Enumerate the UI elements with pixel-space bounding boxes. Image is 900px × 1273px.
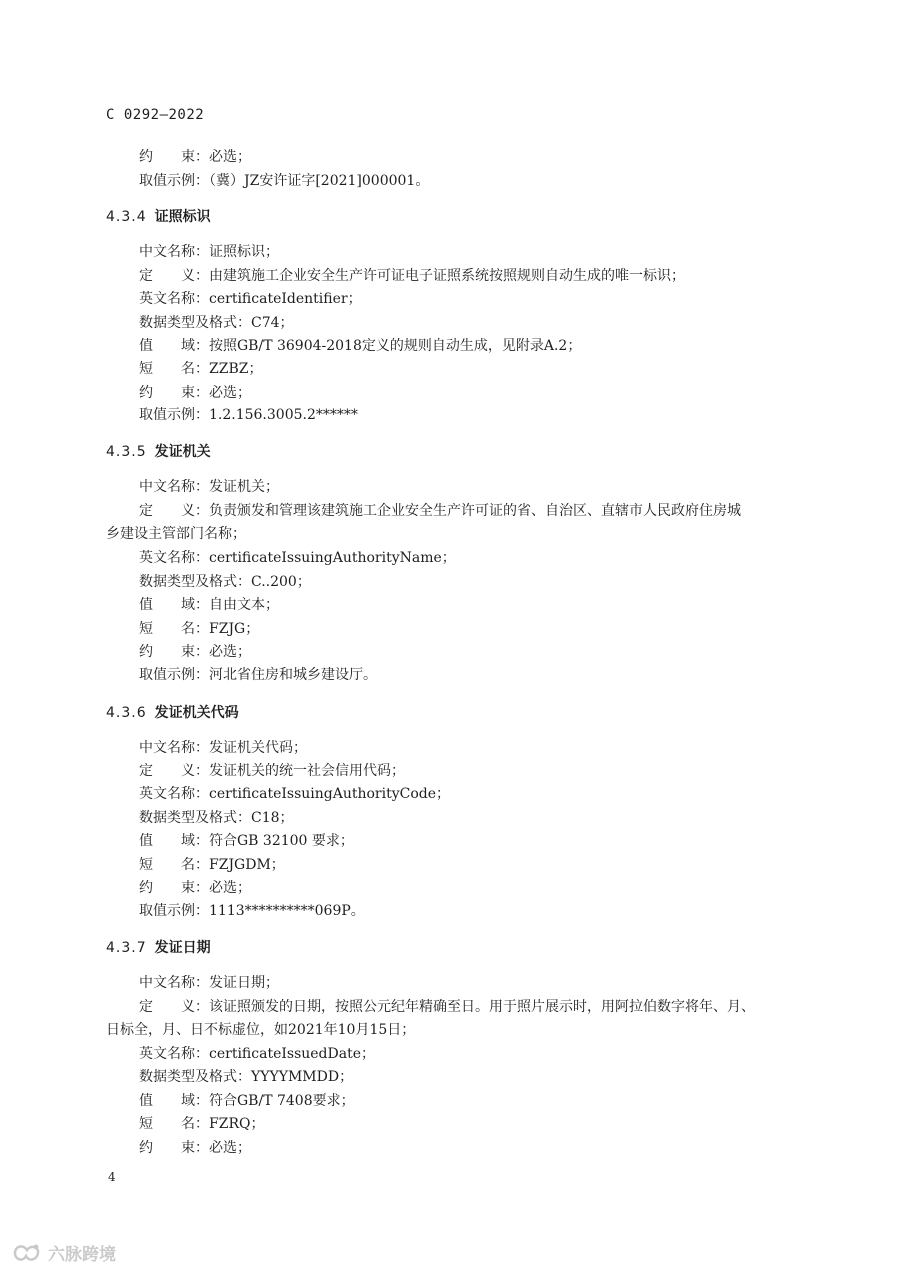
- body-line: 约 束：必选；: [139, 880, 251, 896]
- body-line: 值 域：符合GB 32100 要求；: [139, 833, 354, 849]
- body-line: 取值示例：河北省住房和城乡建设厅。: [139, 667, 377, 683]
- body-line: 数据类型及格式：YYYYMMDD；: [139, 1069, 354, 1085]
- section-heading: [106, 702, 239, 722]
- section-title: 发证日期: [154, 940, 211, 956]
- body-line: 英文名称：certificateIdentifier；: [139, 291, 362, 307]
- standard-code: C 0292—2022: [106, 107, 205, 123]
- body-line: 约 束：必选；: [139, 644, 251, 660]
- section-title: 证照标识: [154, 209, 211, 225]
- body-line: 短 名：FZRQ；: [139, 1116, 265, 1132]
- body-line: 定 义：发证机关的统一社会信用代码；: [139, 763, 405, 779]
- body-line: 定 义：该证照颁发的日期，按照公元纪年精确至日。用于照片展示时，用阿拉伯数字将年、月、: [139, 999, 755, 1015]
- body-line: 取值示例：1113**********069P。: [139, 903, 365, 919]
- section-number: 4.3.4: [106, 209, 147, 225]
- body-line: 取值示例：（冀）JZ安许证字[2021]000001。: [139, 173, 430, 189]
- body-line: 值 域：符合GB/T 7408要求；: [139, 1093, 355, 1109]
- body-line: 定 义：负责颁发和管理该建筑施工企业安全生产许可证的省、自治区、直辖市人民政府住房城: [139, 503, 741, 519]
- section-title: 发证机关代码: [154, 705, 239, 721]
- body-line: 短 名：FZJGDM；: [139, 857, 285, 873]
- section-heading: [106, 206, 211, 226]
- body-line: 约 束：必选；: [139, 1140, 251, 1156]
- watermark: [12, 1240, 116, 1265]
- body-line: 短 名：ZZBZ；: [139, 361, 263, 377]
- body-line: 约 束：必选；: [139, 385, 251, 401]
- body-line: 中文名称：发证机关代码；: [139, 740, 307, 756]
- section-number: 4.3.7: [106, 940, 147, 956]
- body-line: 英文名称：certificateIssuedDate；: [139, 1046, 376, 1062]
- body-line: 定 义：由建筑施工企业安全生产许可证电子证照系统按照规则自动生成的唯一标识；: [139, 268, 685, 284]
- body-line: 数据类型及格式：C74；: [139, 315, 294, 331]
- body-line: 英文名称：certificateIssuingAuthorityCode；: [139, 786, 451, 802]
- body-line: 数据类型及格式：C..200；: [139, 574, 311, 590]
- brand-logo-icon: [12, 1241, 42, 1265]
- section-heading: [106, 441, 211, 461]
- body-line: 英文名称：certificateIssuingAuthorityName；: [139, 550, 456, 566]
- body-line: 中文名称：证照标识；: [139, 244, 279, 260]
- page-number: 4: [108, 1170, 116, 1184]
- body-line: 取值示例：1.2.156.3005.2******: [139, 407, 358, 423]
- section-title: 发证机关: [154, 444, 211, 460]
- section-heading: [106, 937, 211, 957]
- body-line: 值 域：按照GB/T 36904-2018定义的规则自动生成，见附录A.2；: [139, 338, 582, 354]
- section-number: 4.3.6: [106, 705, 147, 721]
- body-line: 中文名称：发证日期；: [139, 975, 279, 991]
- body-line: 中文名称：发证机关；: [139, 479, 279, 495]
- body-line: 乡建设主管部门名称；: [106, 526, 246, 542]
- body-line: 日标全，月、日不标虚位，如2021年10月15日；: [106, 1022, 416, 1038]
- body-line: 短 名：FZJG；: [139, 621, 260, 637]
- body-line: 约 束：必选；: [139, 149, 251, 165]
- watermark-text: 六脉跨境: [48, 1245, 116, 1265]
- body-line: 值 域：自由文本；: [139, 597, 279, 613]
- section-number: 4.3.5: [106, 444, 147, 460]
- body-line: 数据类型及格式：C18；: [139, 810, 294, 826]
